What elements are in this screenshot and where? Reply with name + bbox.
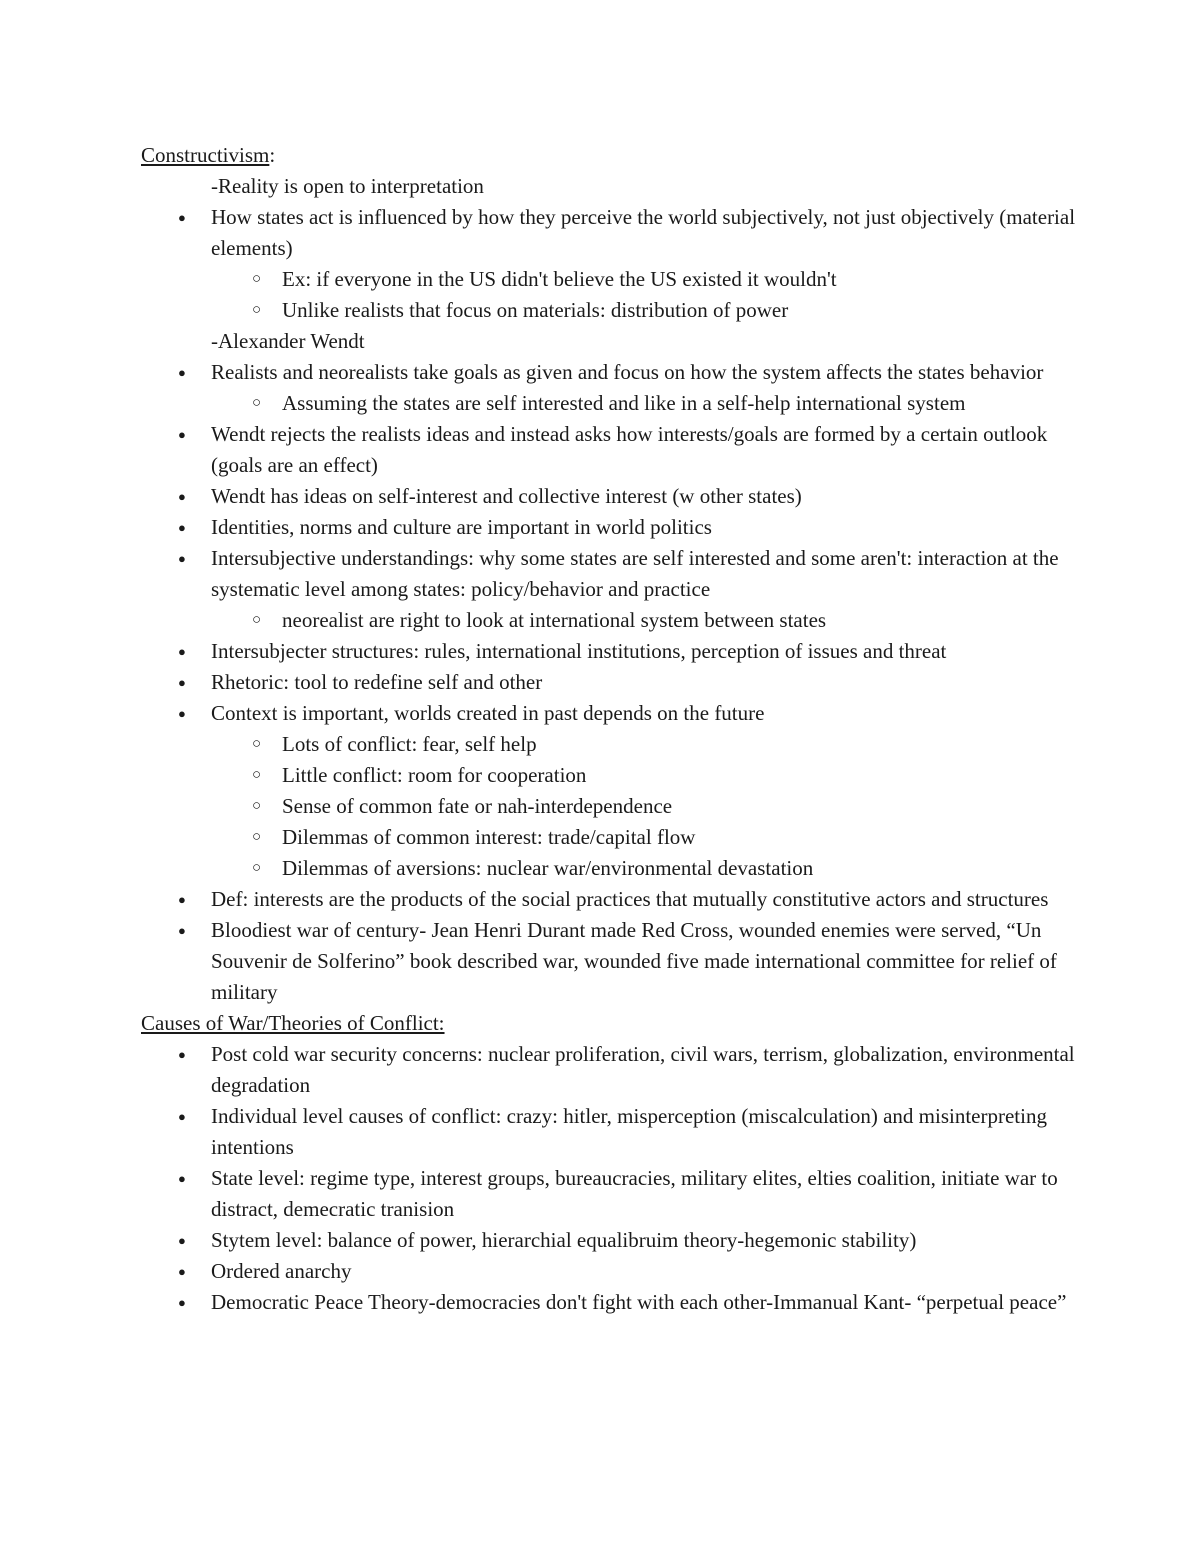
section-heading [141,140,1080,171]
filled-bullet-icon: ● [178,551,186,566]
notes-content [141,140,1080,1318]
bullet-item [141,667,1080,698]
section-heading-text: Constructivism [141,143,270,167]
filled-bullet-icon: ● [178,892,186,907]
note-line [141,171,1080,202]
hollow-bullet-icon: ○ [252,860,262,876]
hollow-bullet-icon: ○ [252,302,262,318]
item-text: Dilemmas of common interest: trade/capital flow [282,825,696,849]
filled-bullet-icon: ● [178,706,186,721]
filled-bullet-icon: ● [178,923,186,938]
bullet-item [141,1163,1080,1225]
item-text: Def: interests are the products of the social practices that mutually constitutive actors and structures [211,887,1049,911]
sub-bullet-item [141,822,1080,853]
hollow-bullet-icon: ○ [252,798,262,814]
bullet-item [141,1256,1080,1287]
filled-bullet-icon: ● [178,427,186,442]
item-text: Intersubjective understandings: why some states are self interested and some aren't: interaction at the systematic level among states: policy/behavior and practice [211,546,1059,601]
section-heading-text: Causes of War/Theories of Conflict: [141,1011,445,1035]
bullet-item [141,1225,1080,1256]
item-text: Lots of conflict: fear, self help [282,732,537,756]
hollow-bullet-icon: ○ [252,736,262,752]
filled-bullet-icon: ● [178,1264,186,1279]
filled-bullet-icon: ● [178,210,186,225]
bullet-item [141,481,1080,512]
hollow-bullet-icon: ○ [252,612,262,628]
bullet-item [141,357,1080,388]
item-text: Rhetoric: tool to redefine self and other [211,670,543,694]
item-text: -Reality is open to interpretation [211,174,484,198]
bullet-item [141,1101,1080,1163]
hollow-bullet-icon: ○ [252,767,262,783]
item-text: Unlike realists that focus on materials: distribution of power [282,298,789,322]
sub-bullet-item [141,853,1080,884]
filled-bullet-icon: ● [178,1109,186,1124]
item-text: Intersubjecter structures: rules, international institutions, perception of issues and threat [211,639,947,663]
item-text: Democratic Peace Theory-democracies don't fight with each other-Immanual Kant- “perpetual peace” [211,1290,1067,1314]
filled-bullet-icon: ● [178,1295,186,1310]
item-text: Individual level causes of conflict: crazy: hitler, misperception (miscalculation) and misinterpreting intentions [211,1104,1047,1159]
sub-bullet-item [141,760,1080,791]
item-text: Identities, norms and culture are important in world politics [211,515,712,539]
filled-bullet-icon: ● [178,1171,186,1186]
hollow-bullet-icon: ○ [252,271,262,287]
sub-bullet-item [141,264,1080,295]
item-text: Ex: if everyone in the US didn't believe the US existed it wouldn't [282,267,837,291]
sub-bullet-item [141,729,1080,760]
hollow-bullet-icon: ○ [252,829,262,845]
item-text: Realists and neorealists take goals as given and focus on how the system affects the states behavior [211,360,1044,384]
item-text: Little conflict: room for cooperation [282,763,587,787]
item-text: Ordered anarchy [211,1259,352,1283]
item-text: State level: regime type, interest groups, bureaucracies, military elites, elties coalition, initiate war to distract, demecratic tranision [211,1166,1058,1221]
item-text: Context is important, worlds created in past depends on the future [211,701,765,725]
item-text: Dilemmas of aversions: nuclear war/environmental devastation [282,856,814,880]
item-text: Post cold war security concerns: nuclear proliferation, civil wars, terrism, globalization, environmental degradation [211,1042,1075,1097]
bullet-item [141,636,1080,667]
filled-bullet-icon: ● [178,644,186,659]
section-heading [141,1008,1080,1039]
item-text: Stytem level: balance of power, hierarchial equalibruim theory-hegemonic stability) [211,1228,917,1252]
item-text: neorealist are right to look at international system between states [282,608,827,632]
bullet-item [141,543,1080,605]
sub-bullet-item [141,605,1080,636]
filled-bullet-icon: ● [178,1233,186,1248]
item-text: Sense of common fate or nah-interdependence [282,794,673,818]
bullet-item [141,915,1080,1008]
filled-bullet-icon: ● [178,365,186,380]
bullet-item [141,512,1080,543]
bullet-item [141,202,1080,264]
item-text: Wendt rejects the realists ideas and instead asks how interests/goals are formed by a certain outlook (goals are an effect) [211,422,1048,477]
bullet-item [141,419,1080,481]
filled-bullet-icon: ● [178,520,186,535]
item-text: Bloodiest war of century- Jean Henri Durant made Red Cross, wounded enemies were served, “Un Souvenir de Solferino” book described war, wounded five made international committee for relief of military [211,918,1057,1004]
item-text: -Alexander Wendt [211,329,365,353]
filled-bullet-icon: ● [178,489,186,504]
filled-bullet-icon: ● [178,1047,186,1062]
sub-bullet-item [141,295,1080,326]
item-text: How states act is influenced by how they perceive the world subjectively, not just objectively (material elements) [211,205,1076,260]
item-text: Wendt has ideas on self-interest and collective interest (w other states) [211,484,802,508]
bullet-item [141,1287,1080,1318]
sub-bullet-item [141,388,1080,419]
item-text: Assuming the states are self interested and like in a self-help international system [282,391,966,415]
bullet-item [141,698,1080,729]
sub-bullet-item [141,791,1080,822]
bullet-item [141,884,1080,915]
section-heading-suffix: : [269,143,276,167]
note-line [141,326,1080,357]
bullet-item [141,1039,1080,1101]
filled-bullet-icon: ● [178,675,186,690]
hollow-bullet-icon: ○ [252,395,262,411]
